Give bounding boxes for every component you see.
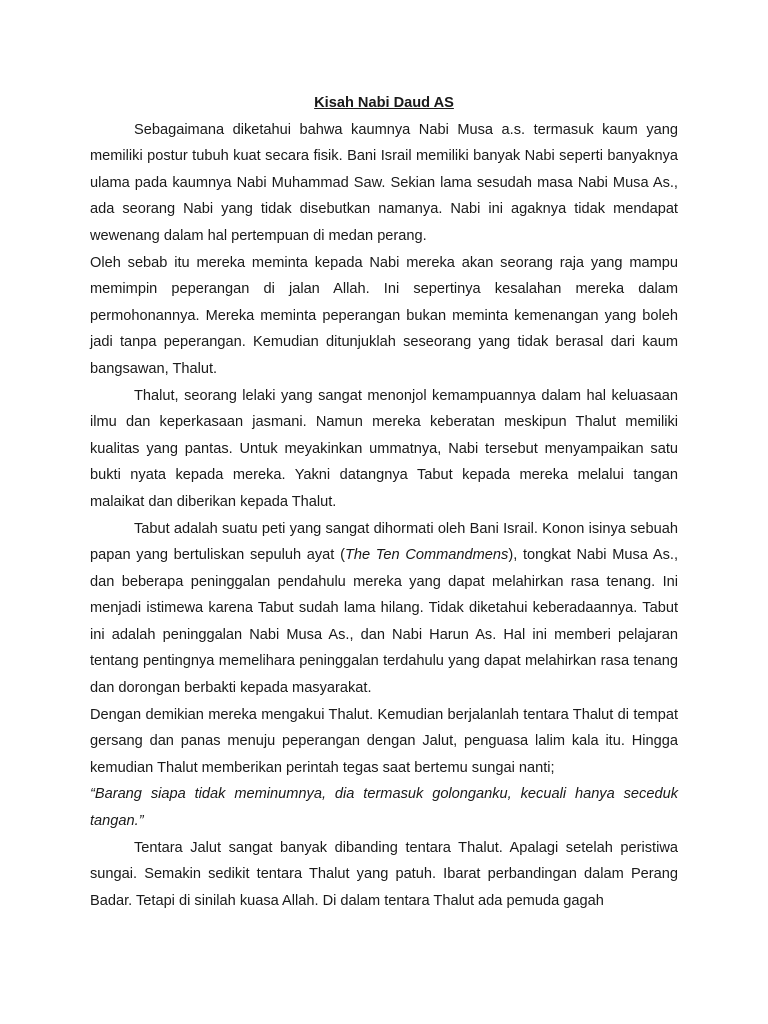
paragraph-3: Thalut, seorang lelaki yang sangat menonjol kemampuannya dalam hal keluasaan ilmu dan keperkasaan jasmani. Namun mereka keberatan meskipun Thalut memiliki kualitas yang pantas. Untuk meyakinkan ummatnya, Nabi tersebut menyampaikan satu bukti nyata kepada mereka. Yakni datangnya Tabut kepada mereka melalui tangan malaikat dan diberikan kepada Thalut.: [90, 387, 678, 510]
paragraph-1: Sebagaimana diketahui bahwa kaumnya Nabi Musa a.s. termasuk kaum yang memiliki postur tubuh kuat secara fisik. Bani Israil memiliki banyak Nabi seperti banyaknya ulama pada kaumnya Nabi Muhammad Saw. Sekian lama sesudah masa Nabi Musa As., ada seorang Nabi yang tidak disebutkan namanya. Nabi ini agaknya tidak mendapat wewenang dalam hal pertempuan di medan perang.: [90, 121, 678, 244]
paragraph-5: Dengan demikian mereka mengakui Thalut. Kemudian berjalanlah tentara Thalut di tempat gersang dan panas menuju peperangan dengan Jalut, penguasa lalim kala itu. Hingga kemudian Thalut memberikan perintah tegas saat bertemu sungai nanti;: [90, 706, 678, 776]
paragraph-4-text-before: Tabut adalah suatu peti yang sangat dihormati oleh Bani Israil. Konon isinya sebuah papan yang bertuliskan sepuluh ayat (: [90, 520, 678, 564]
paragraph-2: Oleh sebab itu mereka meminta kepada Nabi mereka akan seorang raja yang mampu memimpin peperangan di jalan Allah. Ini sepertinya kesalahan mereka dalam permohonannya. Mereka meminta peperangan bukan meminta kemenangan yang boleh jadi tanpa peperangan. Kemudian ditunjuklah seseorang yang tidak berasal dari kaum bangsawan, Thalut.: [90, 254, 678, 377]
quote-paragraph: “Barang siapa tidak meminumnya, dia termasuk golonganku, kecuali hanya seceduk tangan.”: [90, 786, 678, 830]
document-title: Kisah Nabi Daud AS: [314, 95, 454, 111]
paragraph-7: Tentara Jalut sangat banyak dibanding tentara Thalut. Apalagi setelah peristiwa sungai. Semakin sedikit tentara Thalut yang patuh. Ibarat perbandingan dalam Perang Badar. Tetapi di sinilah kuasa Allah. Di dalam tentara Thalut ada pemuda gagah: [90, 839, 678, 909]
document-body: [90, 90, 678, 914]
paragraph-4-italic-title: The Ten Commandmens: [344, 547, 509, 564]
paragraph-4: [90, 516, 678, 702]
paragraph-4-text-after: ), tongkat Nabi Musa As., dan beberapa peninggalan pendahulu mereka yang dapat melahirkan rasa tenang. Ini menjadi istimewa karena Tabut sudah lama hilang. Tidak diketahui keberadaannya. Tabut ini adalah peninggalan Nabi Musa As., dan Nabi Harun As. Hal ini memberi pelajaran tentang pentingnya memelihara peninggalan terdahulu yang dapat melahirkan rasa tenang dan dorongan berbakti kepada masyarakat.: [90, 547, 678, 697]
